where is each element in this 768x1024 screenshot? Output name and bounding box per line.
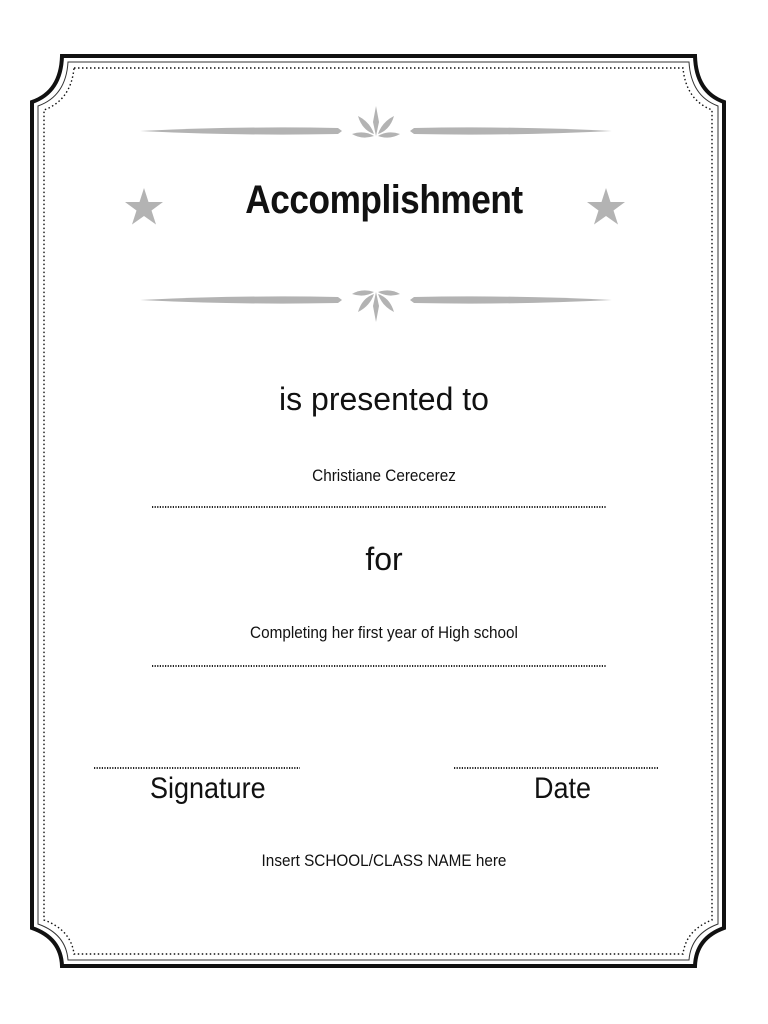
signature-label: Signature (150, 772, 266, 805)
certificate-title: Accomplishment (245, 178, 523, 222)
presented-to-text: is presented to (279, 381, 489, 417)
for-text: for (365, 541, 403, 577)
accomplishment-reason: Completing her first year of High school (250, 623, 518, 642)
recipient-name: Christiane Cerecerez (312, 466, 456, 485)
top-flourish-divider (140, 106, 612, 138)
date-label: Date (534, 772, 592, 805)
school-name-placeholder: Insert SCHOOL/CLASS NAME here (261, 851, 507, 870)
bottom-flourish-divider (140, 290, 612, 322)
